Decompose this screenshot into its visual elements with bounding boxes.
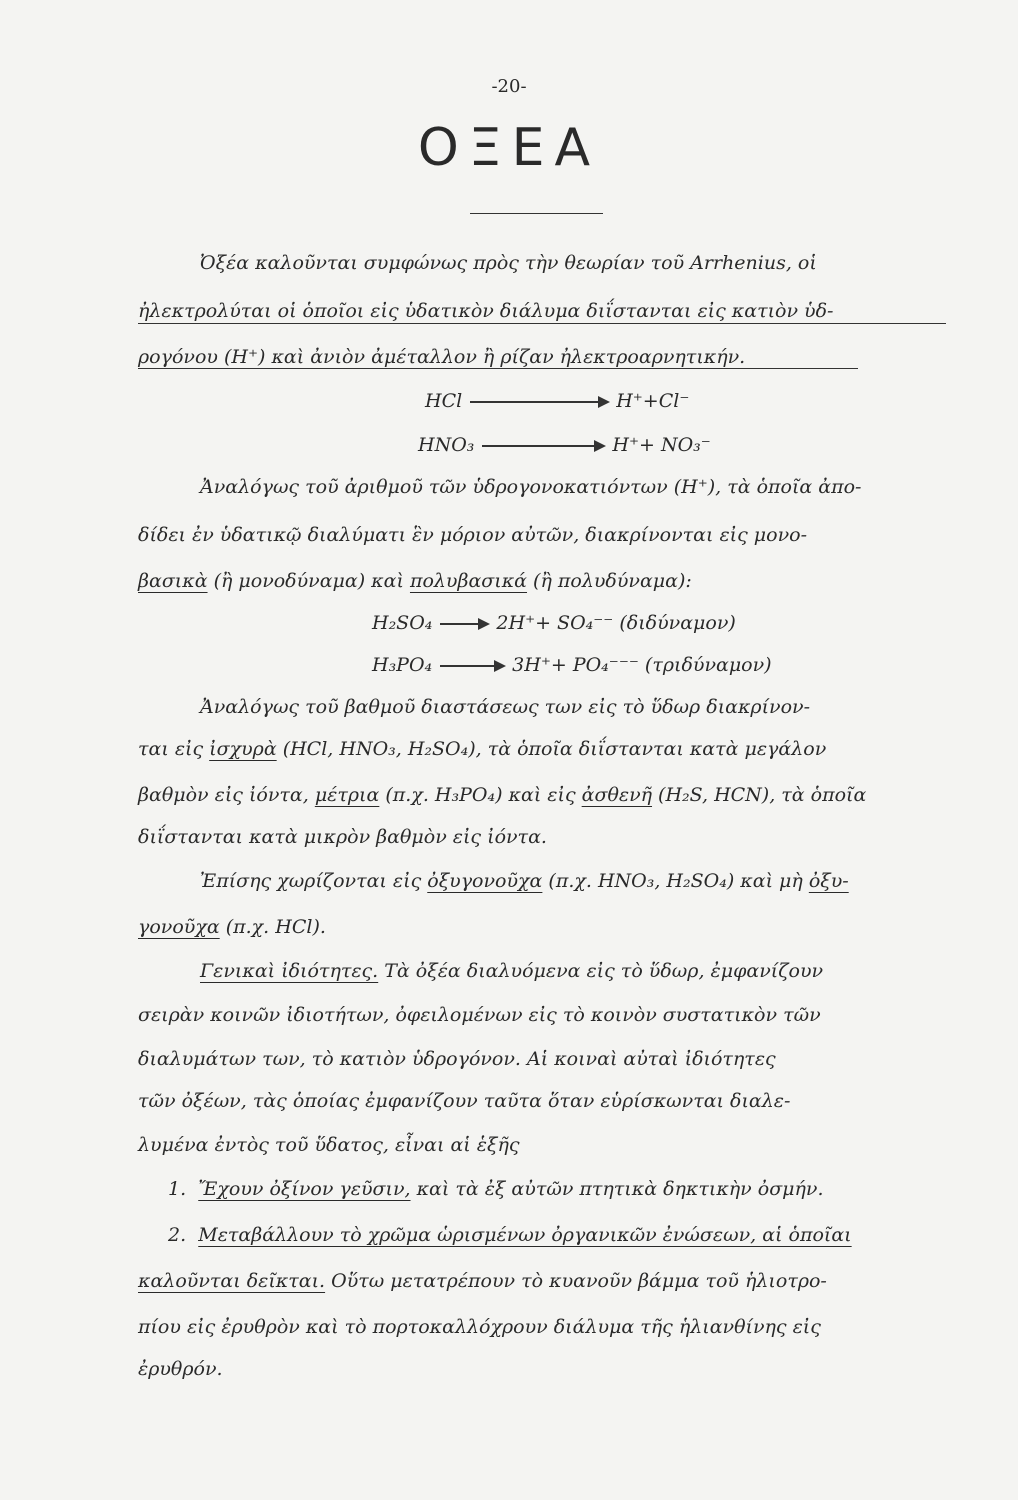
non-oxyacid-term-cont: γονοῦχα [138, 916, 220, 938]
dissociation-text: (H₂S, HCN), τὰ ὁποῖα [652, 784, 867, 806]
intro-line-3-underline [138, 368, 858, 369]
arrow-icon [440, 623, 488, 625]
property-2-line-4: ἐρυθρόν. [138, 1358, 223, 1380]
basicity-line-2: δίδει ἐν ὑδατικῷ διαλύματι ἓν μόριον αὐτῶν, διακρίνονται εἰς μονο- [138, 524, 807, 546]
reaction-right: 3H⁺+ PO₄⁻⁻⁻ (τριδύναμον) [512, 654, 772, 676]
basicity-text: (ἢ πολυδύναμα): [527, 570, 692, 592]
intro-line-2-underline [138, 323, 946, 324]
dissociation-line-3 [138, 784, 866, 806]
dissociation-line-2 [138, 738, 826, 760]
reaction-h3po4 [372, 654, 772, 676]
intro-line-3: ρογόνου (H⁺) καὶ ἀνιὸν ἀμέταλλον ἢ ρίζαν ἠλεκτροαρνητικήν. [138, 346, 746, 368]
non-oxyacid-term: ὀξυ- [808, 870, 849, 892]
polybasic-term: πολυβασικά [409, 570, 528, 592]
dissociation-text: (HCl, HNO₃, H₂SO₄), τὰ ὁποῖα διΐστανται κατὰ μεγάλον [276, 738, 827, 760]
page-title: ΟΞΕΑ [417, 118, 601, 178]
title-underline [470, 213, 603, 214]
oxygen-line-2 [138, 916, 326, 938]
property-number: 1. [168, 1178, 187, 1200]
general-properties-heading: Γενικαὶ ἰδιότητες. [200, 960, 379, 982]
property-text: καὶ τὰ ἐξ αὐτῶν πτητικὰ δηκτικὴν ὀσμήν. [410, 1178, 824, 1200]
color-change-term: Μεταβάλλουν τὸ χρῶμα ὡρισμένων ὀργανικῶν ἐνώσεων, αἱ ὁποῖαι [198, 1224, 852, 1246]
weak-term: ἀσθενῆ [581, 784, 653, 806]
reaction-left: H₃PO₄ [372, 654, 433, 676]
dissociation-text: (π.χ. H₃PO₄) καὶ εἰς [379, 784, 582, 806]
dissociation-text: ται εἰς [138, 738, 210, 760]
indicators-term: καλοῦνται δεῖκται. [138, 1270, 326, 1292]
reaction-hcl [425, 390, 689, 412]
property-1 [168, 1178, 823, 1200]
oxygen-text: Ἐπίσης χωρίζονται εἰς [200, 870, 428, 892]
reaction-right: H⁺+ NO₃⁻ [612, 434, 711, 456]
basicity-line-3 [138, 570, 692, 592]
general-line-1 [200, 960, 823, 982]
oxygen-line-1 [200, 870, 849, 892]
arrow-icon [440, 665, 504, 667]
dissociation-line-4: διΐστανται κατὰ μικρὸν βαθμὸν εἰς ἰόντα. [138, 826, 547, 848]
reaction-right: 2H⁺+ SO₄⁻⁻ (διδύναμον) [496, 612, 736, 634]
reaction-h2so4 [372, 612, 736, 634]
oxyacid-term: ὀξυγονοῦχα [427, 870, 543, 892]
monobasic-term: βασικὰ [138, 570, 208, 592]
property-number: 2. [168, 1224, 187, 1246]
reaction-hno3 [418, 434, 711, 456]
oxygen-text: (π.χ. HCl). [219, 916, 326, 938]
medium-term: μέτρια [314, 784, 380, 806]
dissociation-line-1: Ἀναλόγως τοῦ βαθμοῦ διαστάσεως των εἰς τὸ ὕδωρ διακρίνον- [200, 696, 811, 718]
strong-term: ἰσχυρὰ [209, 738, 277, 760]
general-line-4: τῶν ὀξέων, τὰς ὁποίας ἐμφανίζουν ταῦτα ὅταν εὑρίσκωνται διαλε- [138, 1090, 791, 1112]
reaction-left: HNO₃ [418, 434, 475, 456]
reaction-left: HCl [425, 390, 463, 412]
property-text: Οὕτω μετατρέπουν τὸ κυανοῦν βάμμα τοῦ ἡλιοτρο- [325, 1270, 827, 1292]
arrow-icon [482, 445, 604, 447]
general-text: Τὰ ὀξέα διαλυόμενα εἰς τὸ ὕδωρ, ἐμφανίζουν [378, 960, 824, 982]
basicity-text: (ἢ μονοδύναμα) καὶ [207, 570, 410, 592]
reaction-right: H⁺+Cl⁻ [616, 390, 690, 412]
basicity-line-1: Ἀναλόγως τοῦ ἀριθμοῦ τῶν ὑδρογονοκατιόντων (H⁺), τὰ ὁποῖα ἀπο- [200, 476, 862, 498]
property-2-line-3: πίου εἰς ἐρυθρὸν καὶ τὸ πορτοκαλλόχρουν διάλυμα τῆς ἡλιανθίνης εἰς [138, 1316, 821, 1338]
arrow-icon [470, 401, 608, 403]
reaction-left: H₂SO₄ [372, 612, 433, 634]
intro-line-2: ἠλεκτρολύται οἱ ὁποῖοι εἰς ὑδατικὸν διάλυμα διΐστανται εἰς κατιὸν ὑδ- [138, 300, 834, 322]
oxygen-text: (π.χ. HNO₃, H₂SO₄) καὶ μὴ [542, 870, 809, 892]
general-line-2: σειρὰν κοινῶν ἰδιοτήτων, ὀφειλομένων εἰς τὸ κοινὸν συστατικὸν τῶν [138, 1004, 821, 1026]
general-line-3: διαλυμάτων των, τὸ κατιὸν ὑδρογόνον. Αἱ κοιναὶ αὐταὶ ἰδιότητες [138, 1048, 776, 1070]
dissociation-text: βαθμὸν εἰς ἰόντα, [138, 784, 315, 806]
page-number: -20- [491, 76, 527, 97]
property-2 [168, 1224, 852, 1246]
sour-taste-term: Ἔχουν ὀξίνον γεῦσιν, [198, 1178, 411, 1200]
property-2-line-2 [138, 1270, 827, 1292]
general-line-5: λυμένα ἐντὸς τοῦ ὕδατος, εἶναι αἱ ἑξῆς [138, 1134, 520, 1156]
intro-line-1: Ὀξέα καλοῦνται συμφώνως πρὸς τὴν θεωρίαν τοῦ Arrhenius, οἱ [200, 252, 817, 274]
